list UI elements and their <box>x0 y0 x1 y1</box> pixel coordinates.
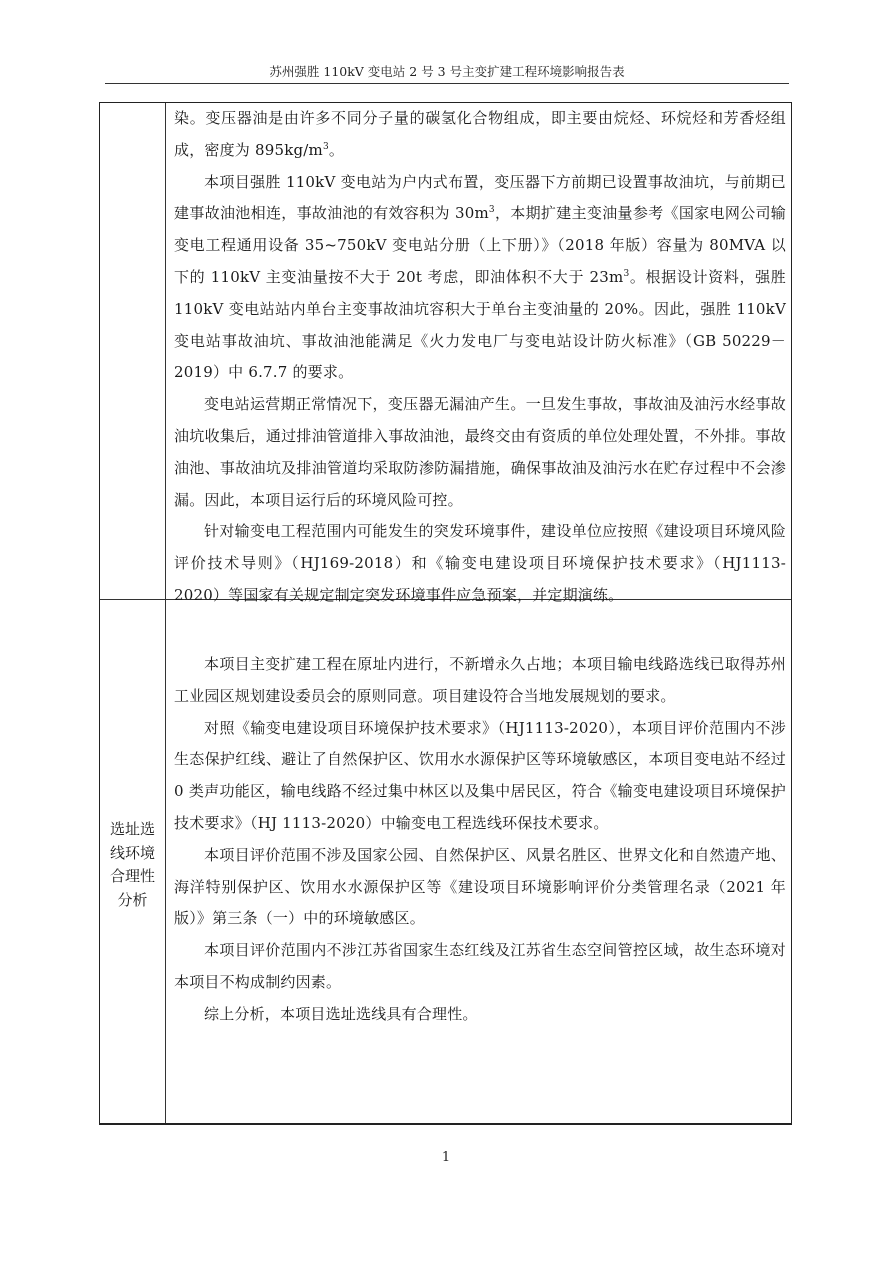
page-header-title: 苏州强胜 110kV 变电站 2 号 3 号主变扩建工程环境影响报告表 <box>269 64 625 79</box>
paragraph-conclusion: 综上分析，本项目选址选线具有合理性。 <box>204 1004 478 1023</box>
paragraph-emergency-plan: 针对输变电工程范围内可能发生的突发环境事件，建设单位应按照《建设项目环境风险评价技术导则》（HJ169-2018）和《输变电建设项目环境保护技术要求》（HJ1113-2020）等国家有关规定制定突发环境事件应急预案，并定期演练。 <box>174 522 786 604</box>
header-rule <box>105 83 789 84</box>
risk-content-cell <box>174 103 786 612</box>
column-divider <box>165 103 166 1123</box>
paragraph-planning: 本项目主变扩建工程在原址内进行，不新增永久占地；本项目输电线路选线已取得苏州工业园区规划建设委员会的原则同意。项目建设符合当地发展规划的要求。 <box>174 655 786 705</box>
paragraph-oil-density: 染。变压器油是由许多不同分子量的碳氢化合物组成，即主要由烷烃、环烷烃和芳香烃组成，密度为 $895kg/m^3$。 <box>174 109 786 159</box>
site-selection-label <box>100 818 165 912</box>
label-line: 分析 <box>117 890 148 909</box>
paragraph-ecological-redline: 本项目评价范围内不涉江苏省国家生态红线及江苏省生态空间管控区域，故生态环境对本项目不构成制约因素。 <box>174 941 786 991</box>
label-line: 合理性 <box>109 867 155 885</box>
paragraph-tech-requirements: 对照《输变电建设项目环境保护技术要求》（HJ1113-2020），本项目评价范围内不涉生态保护红线、避让了自然保护区、饮用水水源保护区等环境敏感区，本项目变电站不经过 0 类声功能区，输电线路不经过集中林区以及集中居民区，符合《输变电建设项目环境保护技术要求》（HJ 1113-2020）中输变电工程选线环保技术要求。 <box>174 718 786 832</box>
site-analysis-cell <box>174 649 786 1031</box>
paragraph-operation-risk: 变电站运营期正常情况下，变压器无漏油产生。一旦发生事故，事故油及油污水经事故油坑收集后，通过排油管道排入事故油池，最终交由有资质的单位处理处置，不外排。事故油池、事故油坑及排油管道均采取防渗防漏措施，确保事故油及油污水在贮存过程中不会渗漏。因此，本项目运行后的环境风险可控。 <box>174 395 786 509</box>
report-table <box>99 102 792 1125</box>
label-line: 线环境 <box>109 843 155 862</box>
paragraph-sensitive-areas: 本项目评价范围不涉及国家公园、自然保护区、风景名胜区、世界文化和自然遗产地、海洋特别保护区、饮用水水源保护区等《建设项目环境影响评价分类管理名录（2021 年版）》第三条（一）中的环境敏感区。 <box>174 845 786 928</box>
paragraph-oil-pit: 本项目强胜 110kV 变电站为户内式布置，变压器下方前期已设置事故油坑，与前期已建事故油池相连，事故油池的有效容积为 $30m^3$，本期扩建主变油量参考《国家电网公司输变电工程通用设备 35~750kV 变电站分册（上下册）》（2018 年版）容量为 80MVA 以下的 110kV 主变油量按不大于 20t 考虑，即油体积不大于 $23m^3$。根据设计资料，强胜 110kV 变电站站内单台主变事故油坑容积大于单台主变油量的 20%。因此，强胜 110kV 变电站事故油坑、事故油池能满足《火力发电厂与变电站设计防火标准》（GB 50229－2019）中 6.7.7 的要求。 <box>174 172 786 382</box>
label-line: 选址选 <box>109 820 155 838</box>
page-number: 1 <box>441 1150 451 1165</box>
